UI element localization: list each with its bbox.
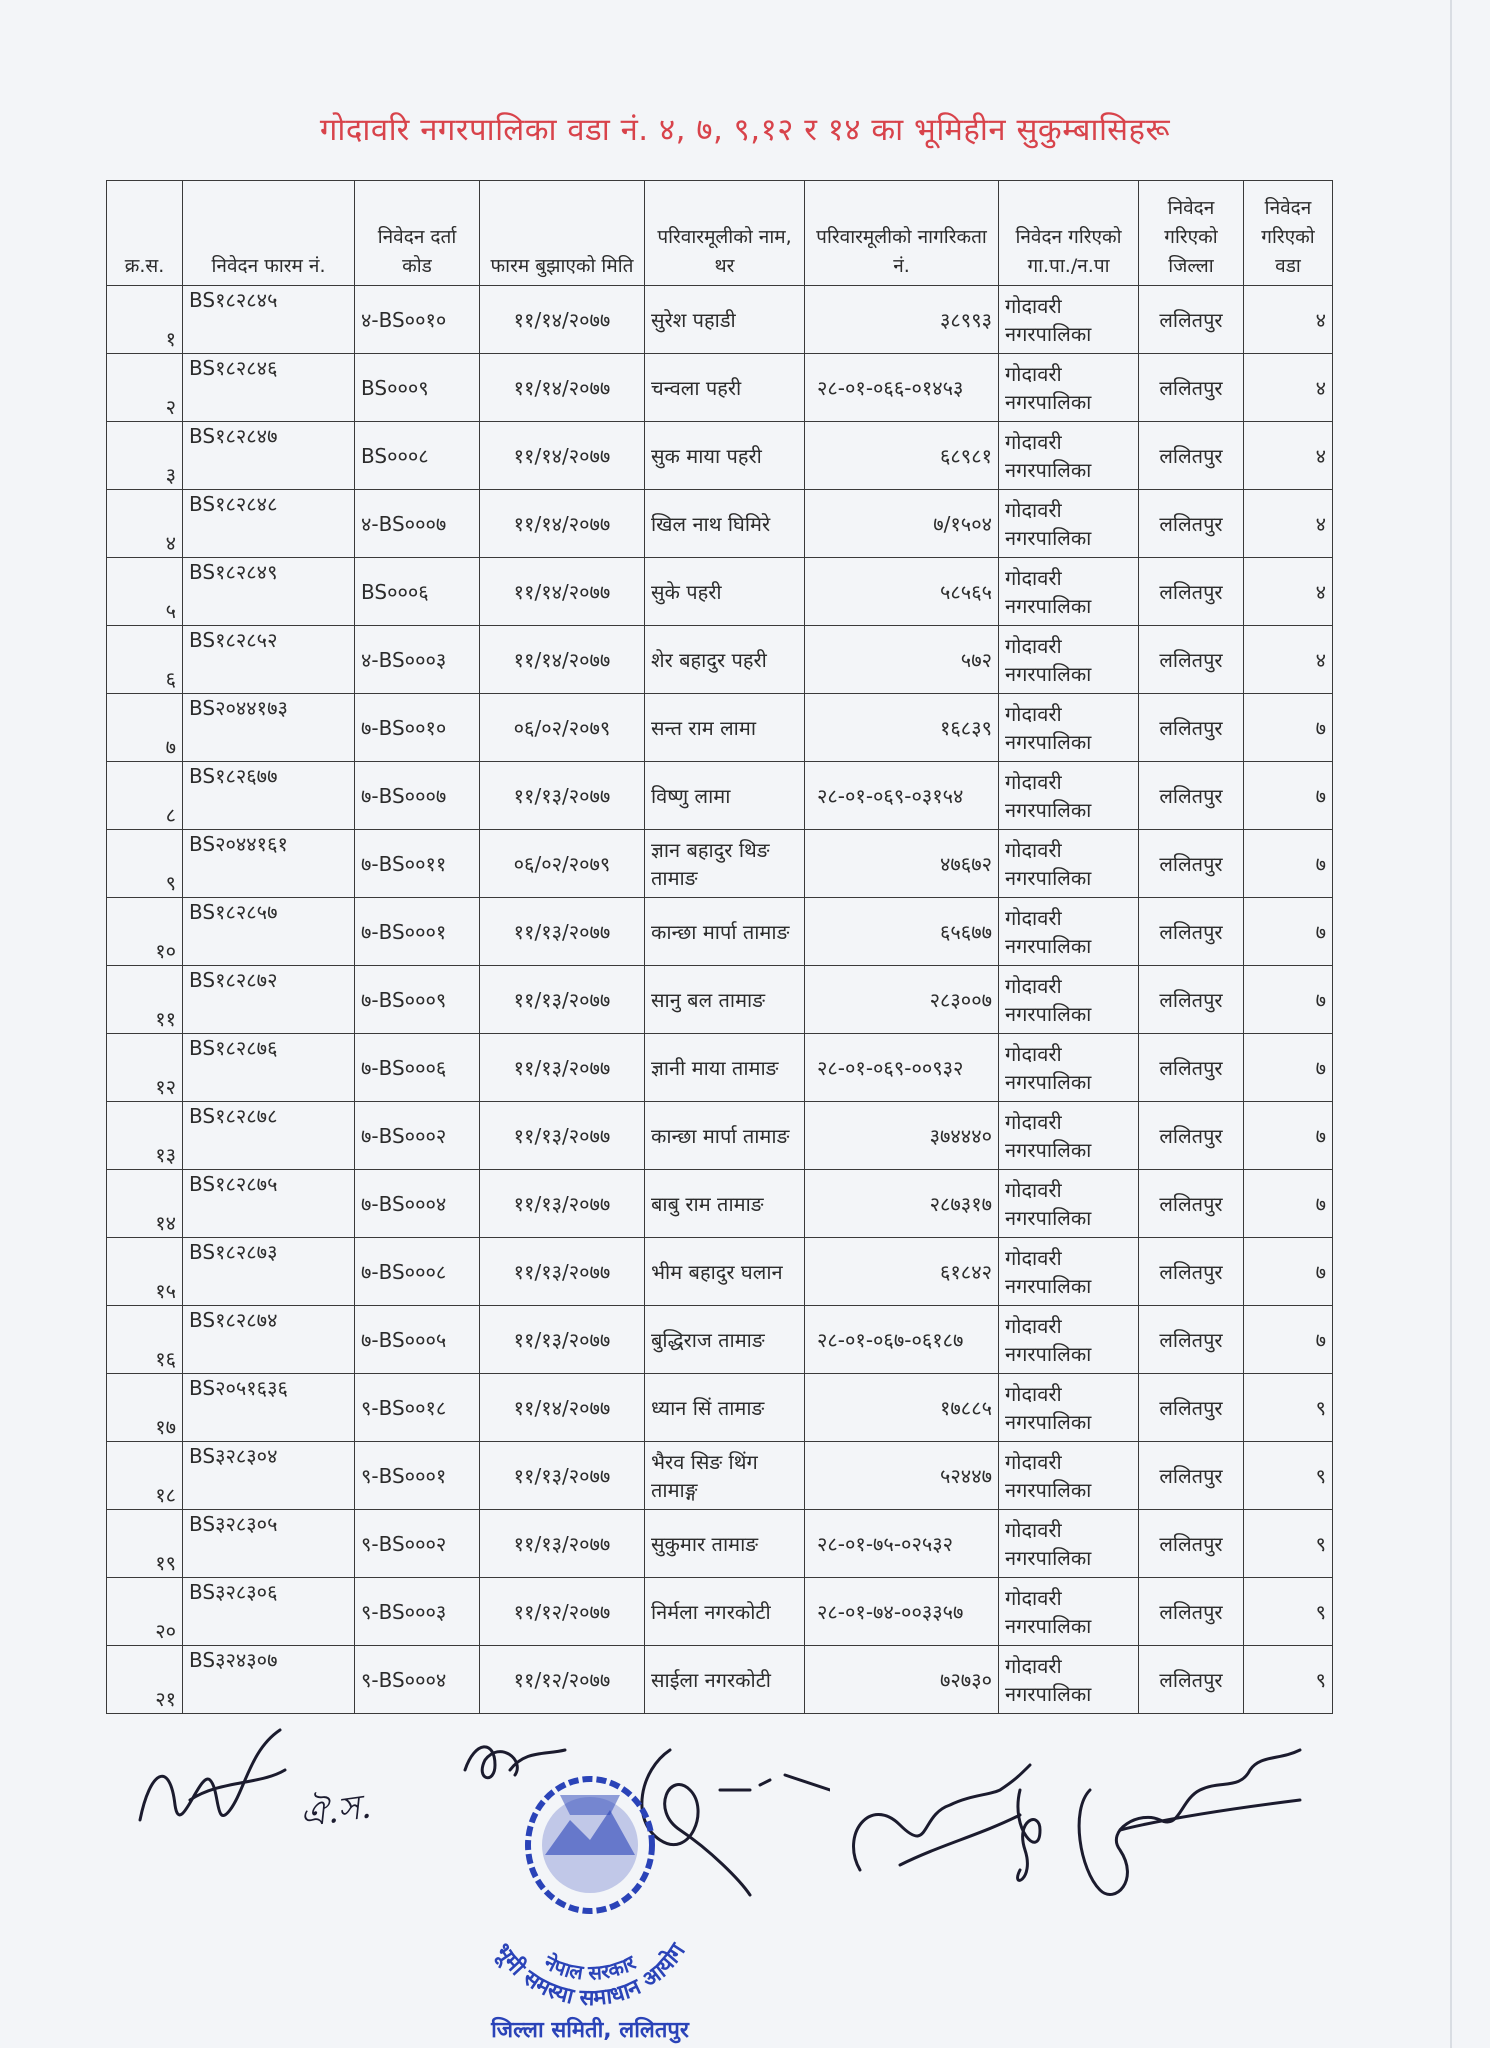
cell-district: ललितपुर (1139, 422, 1244, 490)
cell-form-number: BS३२८३०४ (183, 1442, 355, 1510)
cell-registration-code: ७-BS०००४ (355, 1170, 480, 1238)
table-row (107, 898, 1333, 966)
cell-registration-code: ९-BS०००३ (355, 1578, 480, 1646)
cell-serial-number: ६ (107, 626, 183, 694)
header-reg-code: निवेदन दर्ता कोड (355, 181, 480, 286)
cell-municipality: गोदावरी नगरपालिका (999, 1306, 1139, 1374)
cell-form-number: BS१८२८४७ (183, 422, 355, 490)
cell-family-head-name: सानु बल तामाङ (645, 966, 805, 1034)
cell-ward: ७ (1244, 762, 1333, 830)
cell-serial-number: २० (107, 1578, 183, 1646)
cell-form-number: BS१८२६७७ (183, 762, 355, 830)
cell-municipality: गोदावरी नगरपालिका (999, 1646, 1139, 1714)
official-seal (440, 1745, 740, 2045)
cell-ward: ७ (1244, 1170, 1333, 1238)
table-row (107, 1238, 1333, 1306)
cell-serial-number: १२ (107, 1034, 183, 1102)
signature-1 (130, 1710, 290, 1850)
cell-district: ललितपुर (1139, 354, 1244, 422)
cell-municipality: गोदावरी नगरपालिका (999, 830, 1139, 898)
cell-serial-number: २१ (107, 1646, 183, 1714)
cell-municipality: गोदावरी नगरपालिका (999, 1374, 1139, 1442)
cell-citizenship-number: ३७४४४० (805, 1102, 999, 1170)
cell-district: ललितपुर (1139, 1170, 1244, 1238)
table-row (107, 1442, 1333, 1510)
cell-serial-number: १८ (107, 1442, 183, 1510)
cell-serial-number: १९ (107, 1510, 183, 1578)
cell-registration-code: ७-BS०००९ (355, 966, 480, 1034)
cell-ward: ९ (1244, 1646, 1333, 1714)
cell-family-head-name: चन्वला पहरी (645, 354, 805, 422)
cell-citizenship-number: २८-०१-०६६-०१४५३ (805, 354, 999, 422)
cell-submission-date: ११/१४/२०७७ (480, 422, 645, 490)
cell-ward: ७ (1244, 1102, 1333, 1170)
cell-municipality: गोदावरी नगरपालिका (999, 1578, 1139, 1646)
cell-registration-code: ९-BS०००१ (355, 1442, 480, 1510)
cell-serial-number: ३ (107, 422, 183, 490)
cell-district: ललितपुर (1139, 286, 1244, 354)
header-sn: क्र.स. (107, 181, 183, 286)
table-row (107, 1646, 1333, 1714)
cell-registration-code: BS०००९ (355, 354, 480, 422)
cell-district: ललितपुर (1139, 1102, 1244, 1170)
cell-ward: ४ (1244, 286, 1333, 354)
cell-serial-number: १४ (107, 1170, 183, 1238)
cell-ward: ७ (1244, 694, 1333, 762)
cell-district: ललितपुर (1139, 966, 1244, 1034)
cell-form-number: BS१८२८७६ (183, 1034, 355, 1102)
header-ward: निवेदन गरिएको वडा (1244, 181, 1333, 286)
cell-municipality: गोदावरी नगरपालिका (999, 490, 1139, 558)
cell-form-number: BS३२४३०७ (183, 1646, 355, 1714)
table-row (107, 694, 1333, 762)
cell-district: ललितपुर (1139, 558, 1244, 626)
cell-municipality: गोदावरी नगरपालिका (999, 1442, 1139, 1510)
cell-serial-number: १६ (107, 1306, 183, 1374)
cell-submission-date: ११/१४/२०७७ (480, 1374, 645, 1442)
cell-ward: ७ (1244, 1306, 1333, 1374)
cell-registration-code: ४-BS०००३ (355, 626, 480, 694)
seal-line2: भूमी समस्या समाधान आयोग (489, 1939, 691, 2012)
cell-registration-code: ७-BS०००७ (355, 762, 480, 830)
cell-family-head-name: सुरेश पहाडी (645, 286, 805, 354)
cell-family-head-name: सुक माया पहरी (645, 422, 805, 490)
cell-family-head-name: सन्त राम लामा (645, 694, 805, 762)
cell-submission-date: ११/१३/२०७७ (480, 762, 645, 830)
page-edge (1450, 0, 1452, 2048)
cell-district: ललितपुर (1139, 898, 1244, 966)
table-row (107, 1170, 1333, 1238)
cell-registration-code: ७-BS०००८ (355, 1238, 480, 1306)
cell-form-number: BS१८२८४९ (183, 558, 355, 626)
cell-ward: ९ (1244, 1510, 1333, 1578)
cell-family-head-name: सुके पहरी (645, 558, 805, 626)
cell-form-number: BS१८२८४६ (183, 354, 355, 422)
cell-citizenship-number: १७८८५ (805, 1374, 999, 1442)
signature-6 (1000, 1730, 1310, 1930)
seal-line1: नेपाल सरकार (540, 1950, 640, 1985)
cell-citizenship-number: २८-०१-७४-००३३५७ (805, 1578, 999, 1646)
cell-form-number: BS३२८३०५ (183, 1510, 355, 1578)
cell-ward: ४ (1244, 558, 1333, 626)
table-row (107, 1034, 1333, 1102)
cell-submission-date: ११/१३/२०७७ (480, 1510, 645, 1578)
cell-form-number: BS२०४४१६१ (183, 830, 355, 898)
cell-family-head-name: ज्ञान बहादुर थिङ तामाङ (645, 830, 805, 898)
cell-serial-number: ७ (107, 694, 183, 762)
cell-registration-code: ७-BS००११ (355, 830, 480, 898)
cell-citizenship-number: २८-०१-७५-०२५३२ (805, 1510, 999, 1578)
cell-registration-code: ७-BS०००६ (355, 1034, 480, 1102)
cell-submission-date: ०६/०२/२०७९ (480, 694, 645, 762)
cell-registration-code: ७-BS०००५ (355, 1306, 480, 1374)
cell-ward: ९ (1244, 1442, 1333, 1510)
cell-citizenship-number: ७/१५०४ (805, 490, 999, 558)
cell-submission-date: ११/१४/२०७७ (480, 558, 645, 626)
cell-district: ललितपुर (1139, 490, 1244, 558)
cell-submission-date: ११/१३/२०७७ (480, 1034, 645, 1102)
cell-district: ललितपुर (1139, 1442, 1244, 1510)
cell-ward: ९ (1244, 1374, 1333, 1442)
cell-family-head-name: कान्छा मार्पा तामाङ (645, 1102, 805, 1170)
applicant-table (106, 180, 1333, 1714)
cell-registration-code: ४-BS००१० (355, 286, 480, 354)
cell-district: ललितपुर (1139, 1578, 1244, 1646)
cell-municipality: गोदावरी नगरपालिका (999, 1170, 1139, 1238)
cell-form-number: BS१८२८७४ (183, 1306, 355, 1374)
table-row (107, 1510, 1333, 1578)
table-row (107, 626, 1333, 694)
cell-district: ललितपुर (1139, 1238, 1244, 1306)
cell-district: ललितपुर (1139, 1306, 1244, 1374)
table-row (107, 1306, 1333, 1374)
cell-family-head-name: साईला नगरकोटी (645, 1646, 805, 1714)
cell-district: ललितपुर (1139, 1510, 1244, 1578)
table-row (107, 1102, 1333, 1170)
cell-municipality: गोदावरी नगरपालिका (999, 354, 1139, 422)
cell-registration-code: BS०००६ (355, 558, 480, 626)
cell-submission-date: ०६/०२/२०७९ (480, 830, 645, 898)
table-row (107, 966, 1333, 1034)
cell-serial-number: १० (107, 898, 183, 966)
cell-citizenship-number: ७२७३० (805, 1646, 999, 1714)
cell-municipality: गोदावरी नगरपालिका (999, 422, 1139, 490)
cell-submission-date: ११/१४/२०७७ (480, 490, 645, 558)
cell-form-number: BS१८२८७३ (183, 1238, 355, 1306)
cell-municipality: गोदावरी नगरपालिका (999, 966, 1139, 1034)
seal-line3: जिल्ला समिती, ललितपुर (491, 2018, 689, 2043)
table-row (107, 1374, 1333, 1442)
cell-serial-number: १५ (107, 1238, 183, 1306)
cell-municipality: गोदावरी नगरपालिका (999, 626, 1139, 694)
table-header-row (107, 181, 1333, 286)
cell-form-number: BS१८२८५२ (183, 626, 355, 694)
cell-serial-number: २ (107, 354, 183, 422)
cell-citizenship-number: २८७३१७ (805, 1170, 999, 1238)
table-row (107, 490, 1333, 558)
cell-citizenship-number: २८-०१-०६९-००९३२ (805, 1034, 999, 1102)
cell-district: ललितपुर (1139, 762, 1244, 830)
cell-district: ललितपुर (1139, 1374, 1244, 1442)
cell-serial-number: १३ (107, 1102, 183, 1170)
cell-family-head-name: निर्मला नगरकोटी (645, 1578, 805, 1646)
cell-submission-date: ११/१३/२०७७ (480, 1306, 645, 1374)
cell-municipality: गोदावरी नगरपालिका (999, 898, 1139, 966)
cell-municipality: गोदावरी नगरपालिका (999, 1238, 1139, 1306)
cell-family-head-name: ध्यान सिं तामाङ (645, 1374, 805, 1442)
cell-registration-code: ४-BS०००७ (355, 490, 480, 558)
cell-serial-number: ५ (107, 558, 183, 626)
cell-ward: ७ (1244, 1238, 1333, 1306)
cell-form-number: BS२०४४१७३ (183, 694, 355, 762)
cell-citizenship-number: ३८९९३ (805, 286, 999, 354)
cell-form-number: BS१८२८७२ (183, 966, 355, 1034)
cell-citizenship-number: ५२४४७ (805, 1442, 999, 1510)
cell-citizenship-number: ६५६७७ (805, 898, 999, 966)
cell-citizenship-number: ६१८४२ (805, 1238, 999, 1306)
cell-municipality: गोदावरी नगरपालिका (999, 286, 1139, 354)
cell-registration-code: ७-BS०००२ (355, 1102, 480, 1170)
cell-ward: ४ (1244, 354, 1333, 422)
cell-citizenship-number: ५८५६५ (805, 558, 999, 626)
cell-registration-code: ९-BS००१८ (355, 1374, 480, 1442)
cell-family-head-name: बुद्धिराज तामाङ (645, 1306, 805, 1374)
cell-family-head-name: सुकुमार तामाङ (645, 1510, 805, 1578)
cell-ward: ७ (1244, 966, 1333, 1034)
cell-submission-date: ११/१३/२०७७ (480, 898, 645, 966)
header-district: निवेदन गरिएको जिल्ला (1139, 181, 1244, 286)
cell-serial-number: १ (107, 286, 183, 354)
header-citizenship: परिवारमूलीको नागरिकता नं. (805, 181, 999, 286)
cell-serial-number: ११ (107, 966, 183, 1034)
cell-ward: ९ (1244, 1578, 1333, 1646)
cell-citizenship-number: ६८९८१ (805, 422, 999, 490)
cell-ward: ७ (1244, 1034, 1333, 1102)
cell-family-head-name: ज्ञानी माया तामाङ (645, 1034, 805, 1102)
cell-ward: ७ (1244, 898, 1333, 966)
table-row (107, 354, 1333, 422)
cell-form-number: BS३२८३०६ (183, 1578, 355, 1646)
cell-family-head-name: विष्णु लामा (645, 762, 805, 830)
table-row (107, 558, 1333, 626)
cell-citizenship-number: ४७६७२ (805, 830, 999, 898)
signature-2: ঐ.স. (297, 1786, 374, 1836)
cell-district: ललितपुर (1139, 1034, 1244, 1102)
cell-registration-code: ७-BS०००१ (355, 898, 480, 966)
cell-district: ललितपुर (1139, 830, 1244, 898)
cell-form-number: BS१८२८४८ (183, 490, 355, 558)
header-municipality: निवेदन गरिएको गा.पा./न.पा (999, 181, 1139, 286)
cell-submission-date: ११/१३/२०७७ (480, 966, 645, 1034)
cell-district: ललितपुर (1139, 694, 1244, 762)
cell-family-head-name: शेर बहादुर पहरी (645, 626, 805, 694)
cell-submission-date: ११/१४/२०७७ (480, 354, 645, 422)
cell-submission-date: ११/१२/२०७७ (480, 1578, 645, 1646)
cell-submission-date: ११/१२/२०७७ (480, 1646, 645, 1714)
cell-form-number: BS१८२८७५ (183, 1170, 355, 1238)
cell-municipality: गोदावरी नगरपालिका (999, 1510, 1139, 1578)
table-row (107, 762, 1333, 830)
cell-family-head-name: भैरव सिङ थिंग तामाङ्ग (645, 1442, 805, 1510)
cell-citizenship-number: २८३००७ (805, 966, 999, 1034)
page-title: गोदावरि नगरपालिका वडा नं. ४, ७, ९,१२ र १४ का भूमिहीन सुकुम्बासिहरू (319, 112, 1171, 148)
cell-ward: ४ (1244, 422, 1333, 490)
cell-family-head-name: बाबु राम तामाङ (645, 1170, 805, 1238)
cell-citizenship-number: २८-०१-०६९-०३१५४ (805, 762, 999, 830)
cell-municipality: गोदावरी नगरपालिका (999, 694, 1139, 762)
header-form-no: निवेदन फारम नं. (183, 181, 355, 286)
cell-serial-number: १७ (107, 1374, 183, 1442)
cell-citizenship-number: २८-०१-०६७-०६१८७ (805, 1306, 999, 1374)
cell-submission-date: ११/१३/२०७७ (480, 1238, 645, 1306)
cell-serial-number: ४ (107, 490, 183, 558)
cell-registration-code: ७-BS००१० (355, 694, 480, 762)
cell-district: ललितपुर (1139, 626, 1244, 694)
cell-municipality: गोदावरी नगरपालिका (999, 1102, 1139, 1170)
cell-municipality: गोदावरी नगरपालिका (999, 558, 1139, 626)
cell-registration-code: ९-BS०००२ (355, 1510, 480, 1578)
cell-submission-date: ११/१३/२०७७ (480, 1102, 645, 1170)
header-submit-date: फारम बुझाएको मिति (480, 181, 645, 286)
cell-submission-date: ११/१३/२०७७ (480, 1442, 645, 1510)
cell-submission-date: ११/१४/२०७७ (480, 286, 645, 354)
cell-municipality: गोदावरी नगरपालिका (999, 762, 1139, 830)
table-row (107, 830, 1333, 898)
cell-form-number: BS१८२८५७ (183, 898, 355, 966)
cell-ward: ४ (1244, 626, 1333, 694)
cell-serial-number: ९ (107, 830, 183, 898)
cell-ward: ७ (1244, 830, 1333, 898)
cell-form-number: BS१८२८७८ (183, 1102, 355, 1170)
cell-citizenship-number: ५७२ (805, 626, 999, 694)
cell-registration-code: BS०००८ (355, 422, 480, 490)
cell-family-head-name: खिल नाथ घिमिरे (645, 490, 805, 558)
cell-district: ललितपुर (1139, 1646, 1244, 1714)
cell-form-number: BS१८२८४५ (183, 286, 355, 354)
cell-registration-code: ९-BS०००४ (355, 1646, 480, 1714)
cell-ward: ४ (1244, 490, 1333, 558)
cell-submission-date: ११/१३/२०७७ (480, 1170, 645, 1238)
header-head-name: परिवारमूलीको नाम, थर (645, 181, 805, 286)
table-row (107, 422, 1333, 490)
cell-municipality: गोदावरी नगरपालिका (999, 1034, 1139, 1102)
table-row (107, 286, 1333, 354)
cell-serial-number: ८ (107, 762, 183, 830)
cell-form-number: BS२०५१६३६ (183, 1374, 355, 1442)
table-row (107, 1578, 1333, 1646)
cell-family-head-name: कान्छा मार्पा तामाङ (645, 898, 805, 966)
cell-family-head-name: भीम बहादुर घलान (645, 1238, 805, 1306)
cell-submission-date: ११/१४/२०७७ (480, 626, 645, 694)
cell-citizenship-number: १६८३९ (805, 694, 999, 762)
